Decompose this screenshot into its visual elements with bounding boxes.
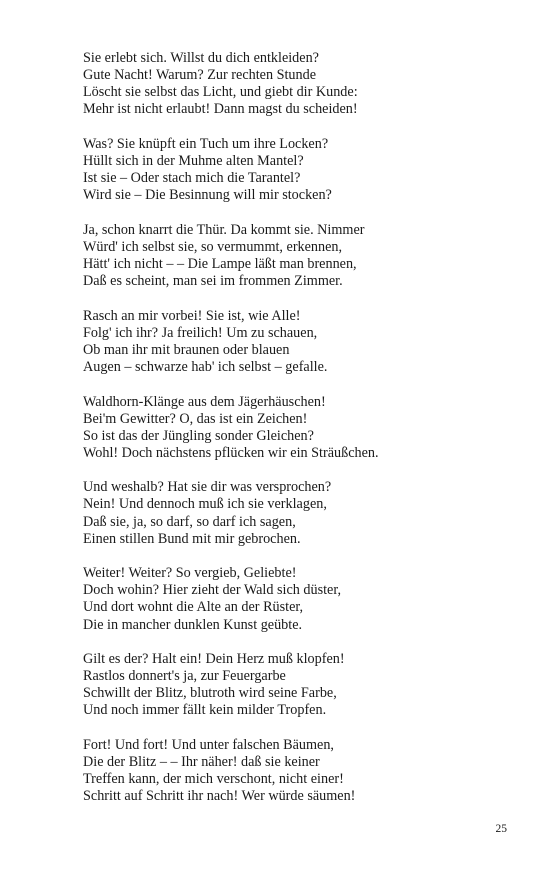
poem-line: Augen – schwarze hab' ich selbst – gefalle. [83,358,328,375]
poem-line: Und dort wohnt die Alte an der Rüster, [83,599,304,616]
poem-line: Löscht sie selbst das Licht, und giebt dir Kunde: [83,84,358,101]
stanza [83,222,523,290]
stanza [83,479,523,547]
poem-line: Gilt es der? Halt ein! Dein Herz muß klopfen! [83,651,345,668]
poem-line: Was? Sie knüpft ein Tuch um ihre Locken? [83,135,329,152]
poem-line: Doch wohin? Hier zieht der Wald sich düster, [83,582,342,599]
poem-line: Daß es scheint, man sei im frommen Zimmer. [83,273,343,290]
poem-line: Ob man ihr mit braunen oder blauen [83,341,290,358]
poem-line: Die in mancher dunklen Kunst geübte. [83,616,303,633]
poem-line: Sie erlebt sich. Willst du dich entkleiden? [83,50,319,66]
stanza [83,651,523,719]
stanza [83,308,523,376]
poem-line: Ist sie – Oder stach mich die Tarantel? [83,170,301,187]
poem-line: So ist das der Jüngling sonder Gleichen? [83,427,314,444]
poem-line: Mehr ist nicht erlaubt! Dann magst du scheiden! [83,101,358,118]
poem-line: Schritt auf Schritt ihr nach! Wer würde säumen! [83,788,356,805]
poem-line: Und noch immer fällt kein milder Tropfen. [83,702,327,719]
page-number: 25 [495,823,507,835]
poem-line: Waldhorn-Klänge aus dem Jägerhäuschen! [83,393,326,410]
stanza [83,737,523,805]
poem-line: Rasch an mir vorbei! Sie ist, wie Alle! [83,307,301,324]
poem-line: Wohl! Doch nächstens pflücken wir ein Sträußchen. [83,444,379,461]
poem-line: Schwillt der Blitz, blutroth wird seine Farbe, [83,685,337,702]
poem-line: Nein! Und dennoch muß ich sie verklagen, [83,496,327,513]
poem-line: Folg' ich ihr? Ja freilich! Um zu schauen, [83,324,318,341]
poem-body [83,50,523,823]
poem-line: Einen stillen Bund mit mir gebrochen. [83,530,301,547]
poem-line: Und weshalb? Hat sie dir was versprochen? [83,479,332,496]
stanza [83,50,523,118]
poem-line: Fort! Und fort! Und unter falschen Bäumen, [83,737,334,753]
stanza [83,136,523,204]
stanza [83,565,523,633]
poem-line: Würd' ich selbst sie, so vermummt, erkennen, [83,238,343,255]
poem-line: Treffen kann, der mich verschont, nicht einer! [83,771,344,788]
poem-line: Die der Blitz – – Ihr näher! daß sie keiner [83,754,320,771]
poem-line: Ja, schon knarrt die Thür. Da kommt sie. Nimmer [83,221,365,238]
poem-line: Daß sie, ja, so darf, so darf ich sagen, [83,513,296,530]
poem-line: Hätt' ich nicht – – Die Lampe läßt man brennen, [83,255,357,272]
poem-line: Wird sie – Die Besinnung will mir stocken? [83,187,332,204]
poem-line: Hüllt sich in der Muhme alten Mantel? [83,152,304,169]
stanza [83,394,523,462]
poem-line: Gute Nacht! Warum? Zur rechten Stunde [83,67,316,84]
poem-line: Rastlos donnert's ja, zur Feuergarbe [83,668,286,685]
poem-line: Bei'm Gewitter? O, das ist ein Zeichen! [83,410,308,427]
poem-line: Weiter! Weiter? So vergieb, Geliebte! [83,565,297,582]
